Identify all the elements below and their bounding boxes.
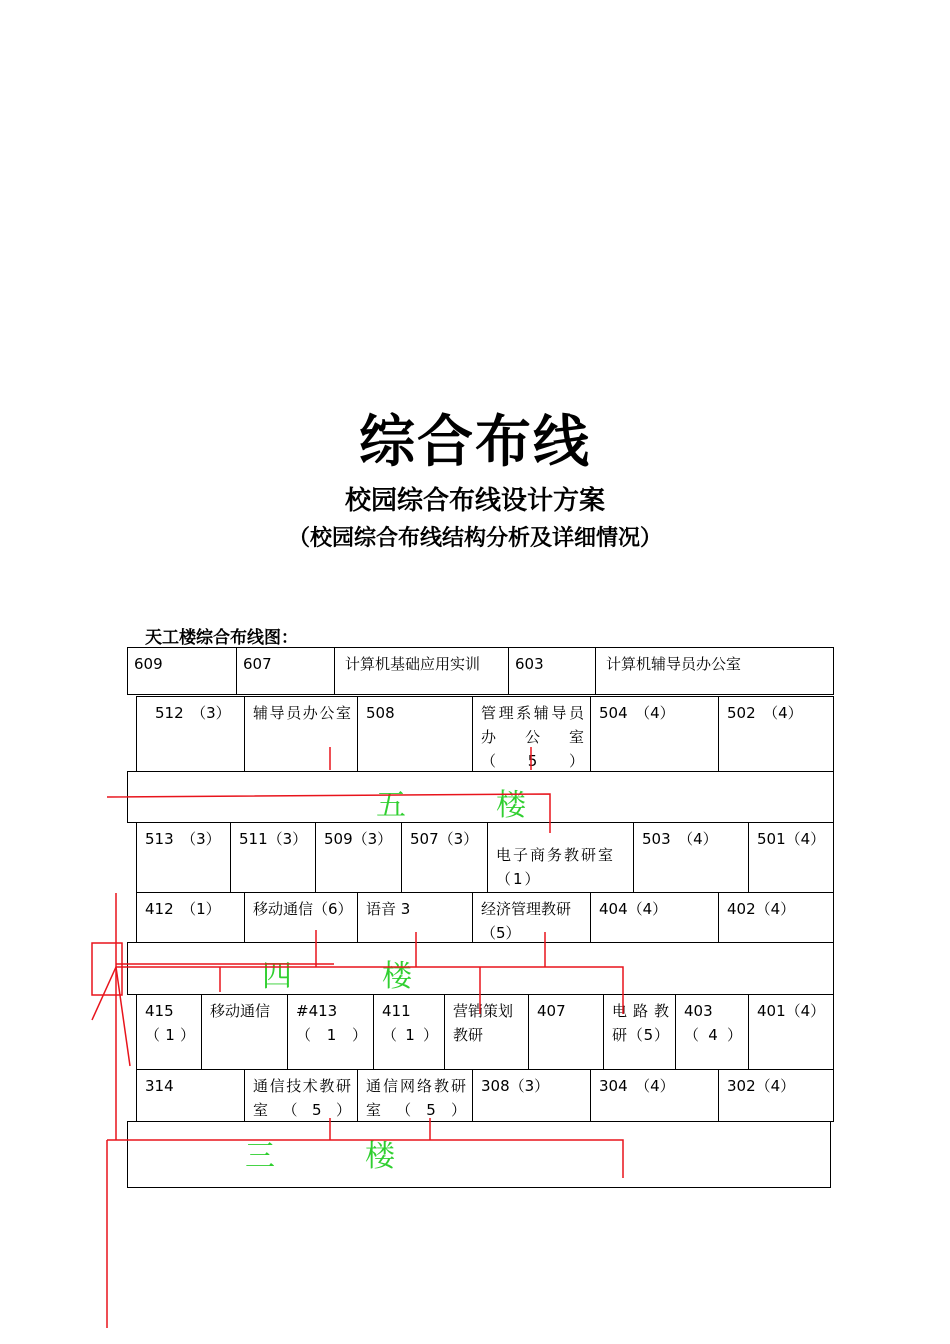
diagram-caption: 天工楼综合布线图： bbox=[145, 628, 298, 648]
room-413: #413 （1） bbox=[287, 994, 374, 1070]
room-management-counselor: 管理系辅导员办 公 室（5） bbox=[472, 696, 591, 772]
room-411: 411（1） bbox=[373, 994, 445, 1070]
room-computer-lab: 计算机基础应用实训 bbox=[334, 647, 509, 695]
room-302: 302（4） bbox=[718, 1069, 834, 1122]
room-502: 502 （4） bbox=[718, 696, 834, 772]
room-econ-mgmt-office: 经济管理教研（5） bbox=[472, 892, 591, 943]
room-504: 504 （4） bbox=[590, 696, 719, 772]
room-marketing-office: 营销策划教研 bbox=[444, 994, 529, 1070]
room-511: 511（3） bbox=[230, 822, 316, 893]
room-counselor-office: 辅导员办公室 bbox=[244, 696, 358, 772]
floor-label-4: 四 楼 bbox=[262, 959, 442, 994]
room-voice-3: 语音 3 bbox=[357, 892, 473, 943]
room-comm-tech-office: 通信技术教研室（5） bbox=[244, 1069, 358, 1122]
wire-floor-3-trunk bbox=[107, 1140, 623, 1178]
room-ecommerce-office: 电子商务教研室（1） bbox=[487, 822, 634, 893]
room-509: 509（3） bbox=[315, 822, 402, 893]
room-415: 415 （1） bbox=[136, 994, 202, 1070]
room-402: 402（4） bbox=[718, 892, 834, 943]
room-503: 503 （4） bbox=[633, 822, 749, 893]
room-607: 607 bbox=[236, 647, 335, 695]
room-609: 609 bbox=[127, 647, 237, 695]
room-304: 304 （4） bbox=[590, 1069, 719, 1122]
document-subtitle-note: （校园综合布线结构分析及详细情况） bbox=[287, 526, 662, 551]
room-512: 512 （3） bbox=[136, 696, 245, 772]
room-513: 513 （3） bbox=[136, 822, 231, 893]
room-412: 412 （1） bbox=[136, 892, 245, 943]
wiring-cabinet-diagonal bbox=[92, 967, 130, 1066]
room-508: 508 bbox=[357, 696, 473, 772]
floor-label-3: 三 楼 bbox=[245, 1139, 425, 1174]
room-407: 407 bbox=[528, 994, 604, 1070]
room-507: 507（3） bbox=[401, 822, 488, 893]
room-308: 308（3） bbox=[472, 1069, 591, 1122]
room-404: 404（4） bbox=[590, 892, 719, 943]
room-circuit-office: 电路教研（5） bbox=[603, 994, 676, 1070]
page-title: 综合布线 bbox=[359, 410, 591, 475]
room-501: 501（4） bbox=[748, 822, 834, 893]
wire-floor-4-trunk bbox=[116, 967, 623, 1014]
document-subtitle: 校园综合布线设计方案 bbox=[344, 486, 605, 516]
room-401: 401（4） bbox=[748, 994, 834, 1070]
room-mobile-comm: 移动通信（6） bbox=[244, 892, 358, 943]
room-603: 603 bbox=[508, 647, 596, 695]
room-mobile-comm-2: 移动通信 bbox=[201, 994, 288, 1070]
room-314: 314 bbox=[136, 1069, 245, 1122]
room-comm-network-office: 通信网络教研室（5） bbox=[357, 1069, 473, 1122]
floor-label-5: 五 楼 bbox=[376, 788, 556, 823]
room-403: 403（4） bbox=[675, 994, 749, 1070]
wire-floor-5-trunk bbox=[107, 794, 550, 833]
room-counselor-office-6f: 计算机辅导员办公室 bbox=[595, 647, 834, 695]
